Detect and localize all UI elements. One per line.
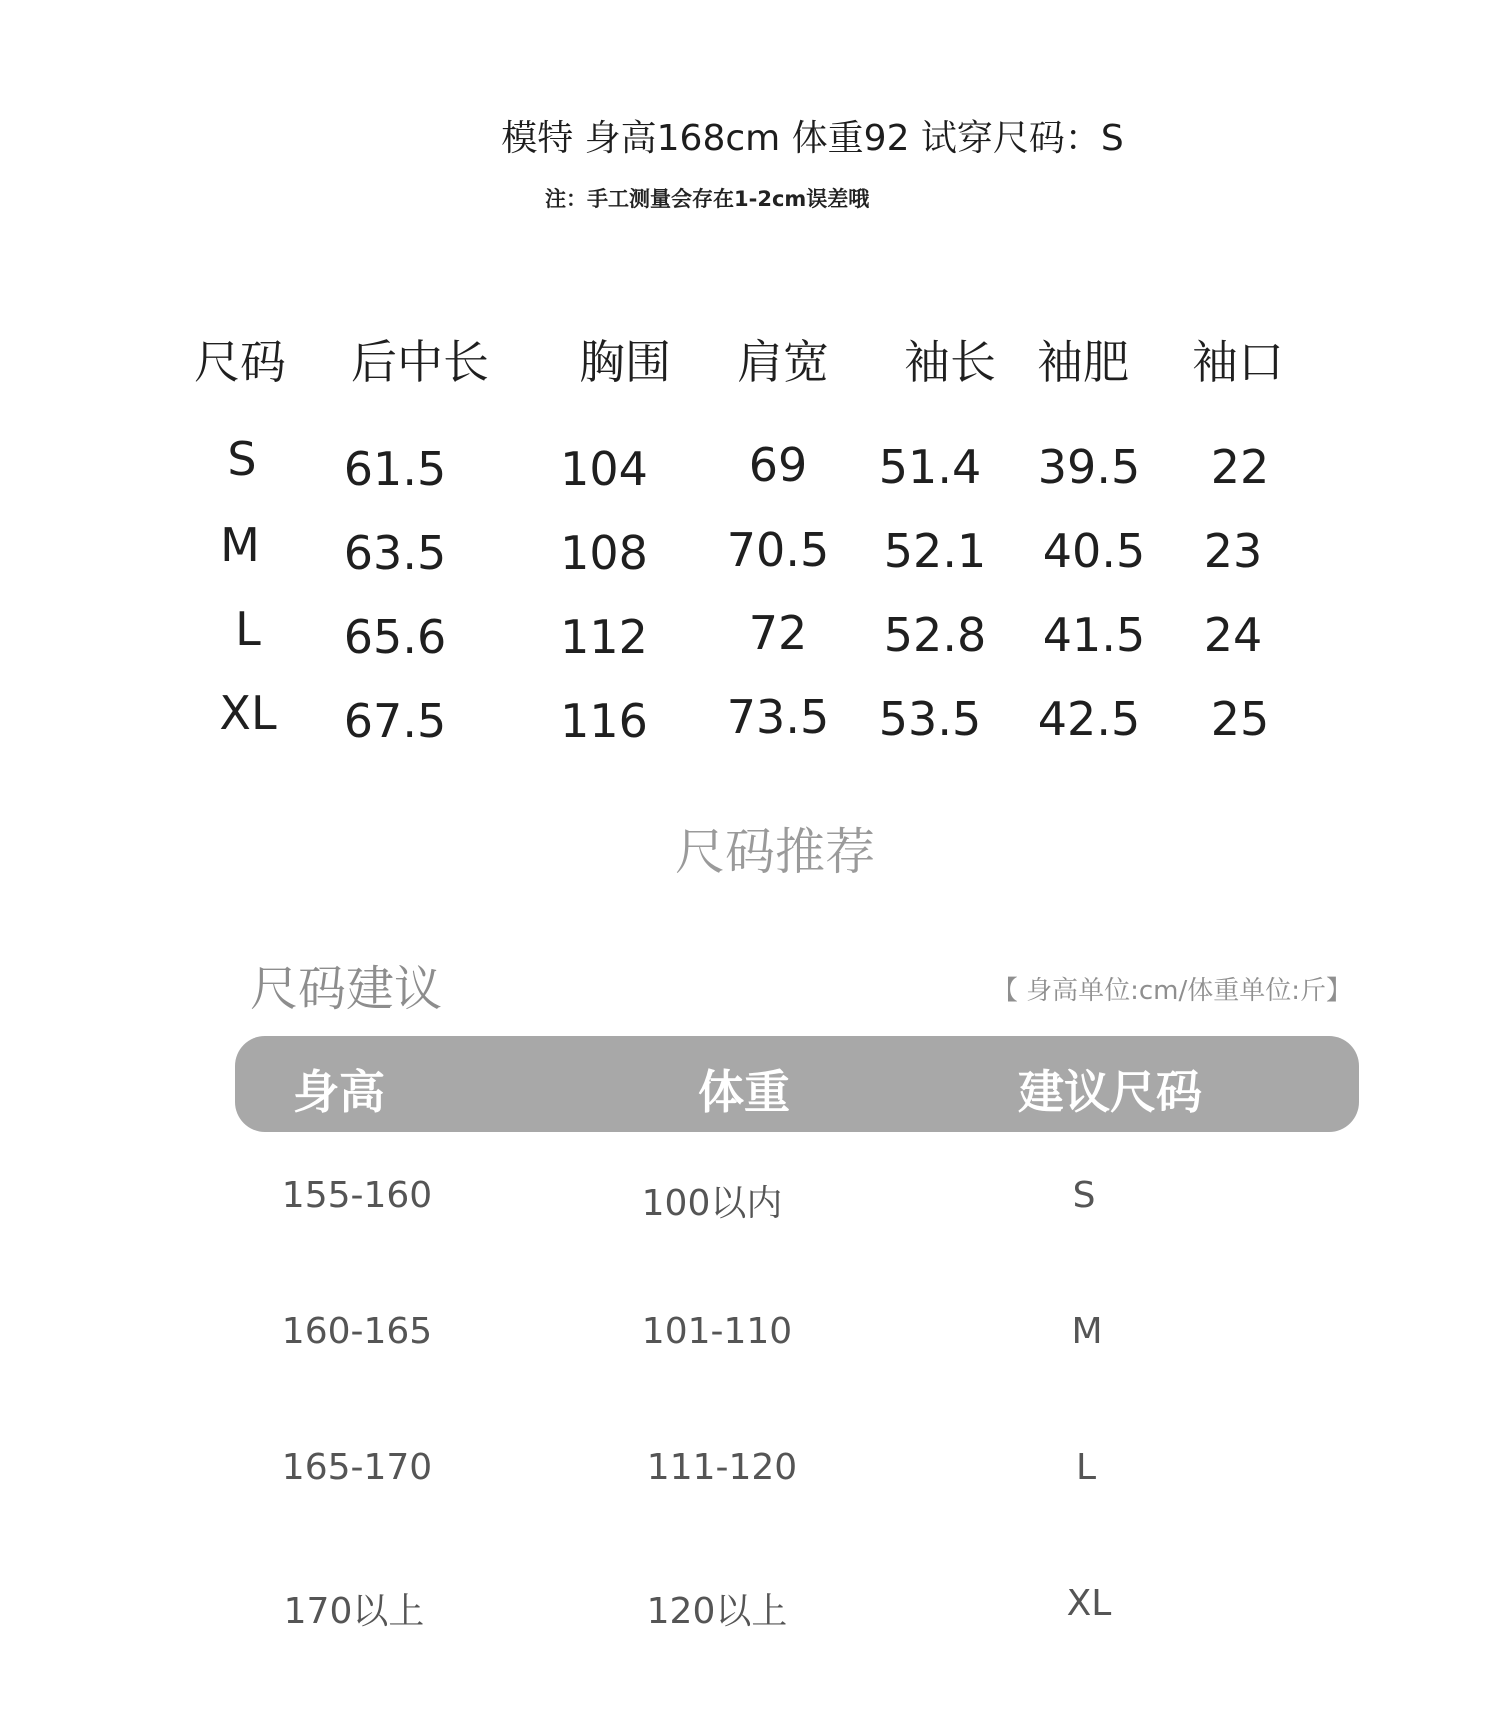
advice-header-height: 身高 (293, 1065, 385, 1119)
size-cell: L (235, 602, 261, 656)
advice-cell: XL (1066, 1583, 1112, 1624)
size-cell: 22 (1210, 440, 1270, 494)
size-cell: 69 (748, 438, 808, 492)
size-cell: 72 (748, 606, 808, 660)
size-cell: 104 (560, 442, 648, 496)
advice-cell: 165-170 (281, 1447, 433, 1488)
size-cell: 108 (560, 526, 648, 580)
size-cell: 23 (1203, 524, 1263, 578)
size-cell: S (227, 432, 257, 486)
model-info: 模特 身高168cm 体重92 试穿尺码：S (501, 118, 1124, 159)
advice-header-size: 建议尺码 (1018, 1065, 1202, 1119)
size-cell: 112 (560, 610, 648, 664)
size-cell: 42.5 (1037, 692, 1141, 746)
advice-header-bar (235, 1036, 1359, 1132)
advice-cell: M (1071, 1311, 1103, 1352)
size-cell: 116 (560, 694, 648, 748)
advice-cell: 111-120 (646, 1447, 798, 1488)
size-cell: 61.5 (343, 442, 447, 496)
size-cell: 63.5 (343, 526, 447, 580)
size-cell: 73.5 (726, 690, 830, 744)
unit-note: 【 身高单位:cm/体重单位:斤】 (991, 976, 1352, 1006)
advice-cell: L (1075, 1447, 1097, 1488)
size-cell: 25 (1210, 692, 1270, 746)
size-cell: 67.5 (343, 694, 447, 748)
size-cell: 52.8 (883, 608, 987, 662)
advice-cell: 101-110 (641, 1311, 793, 1352)
measurement-note: 注：手工测量会存在1-2cm误差哦 (545, 187, 870, 211)
col-header-sleeve-length: 袖长 (904, 335, 996, 389)
size-cell: 40.5 (1042, 524, 1146, 578)
size-cell: 53.5 (878, 692, 982, 746)
size-cell: 52.1 (883, 524, 987, 578)
advice-cell: S (1072, 1175, 1096, 1216)
col-header-chest: 胸围 (579, 335, 671, 389)
col-header-size: 尺码 (194, 335, 286, 389)
advice-cell: 155-160 (281, 1175, 433, 1216)
size-cell: XL (219, 686, 277, 740)
col-header-cuff: 袖口 (1192, 335, 1284, 389)
size-cell: M (220, 518, 260, 572)
col-header-back-length: 后中长 (351, 335, 489, 389)
size-recommend-title: 尺码推荐 (675, 823, 875, 881)
advice-cell: 160-165 (281, 1311, 433, 1352)
size-cell: 70.5 (726, 523, 830, 577)
size-cell: 39.5 (1037, 440, 1141, 494)
size-advice-title: 尺码建议 (250, 961, 443, 1017)
col-header-sleeve-width: 袖肥 (1037, 335, 1129, 389)
size-cell: 65.6 (343, 610, 447, 664)
advice-header-weight: 体重 (698, 1065, 790, 1119)
advice-cell: 100以内 (641, 1183, 783, 1224)
size-cell: 51.4 (878, 440, 982, 494)
size-cell: 24 (1203, 608, 1263, 662)
advice-cell: 170以上 (283, 1591, 425, 1632)
size-cell: 41.5 (1042, 608, 1146, 662)
advice-cell: 120以上 (646, 1591, 788, 1632)
col-header-shoulder: 肩宽 (737, 335, 829, 389)
